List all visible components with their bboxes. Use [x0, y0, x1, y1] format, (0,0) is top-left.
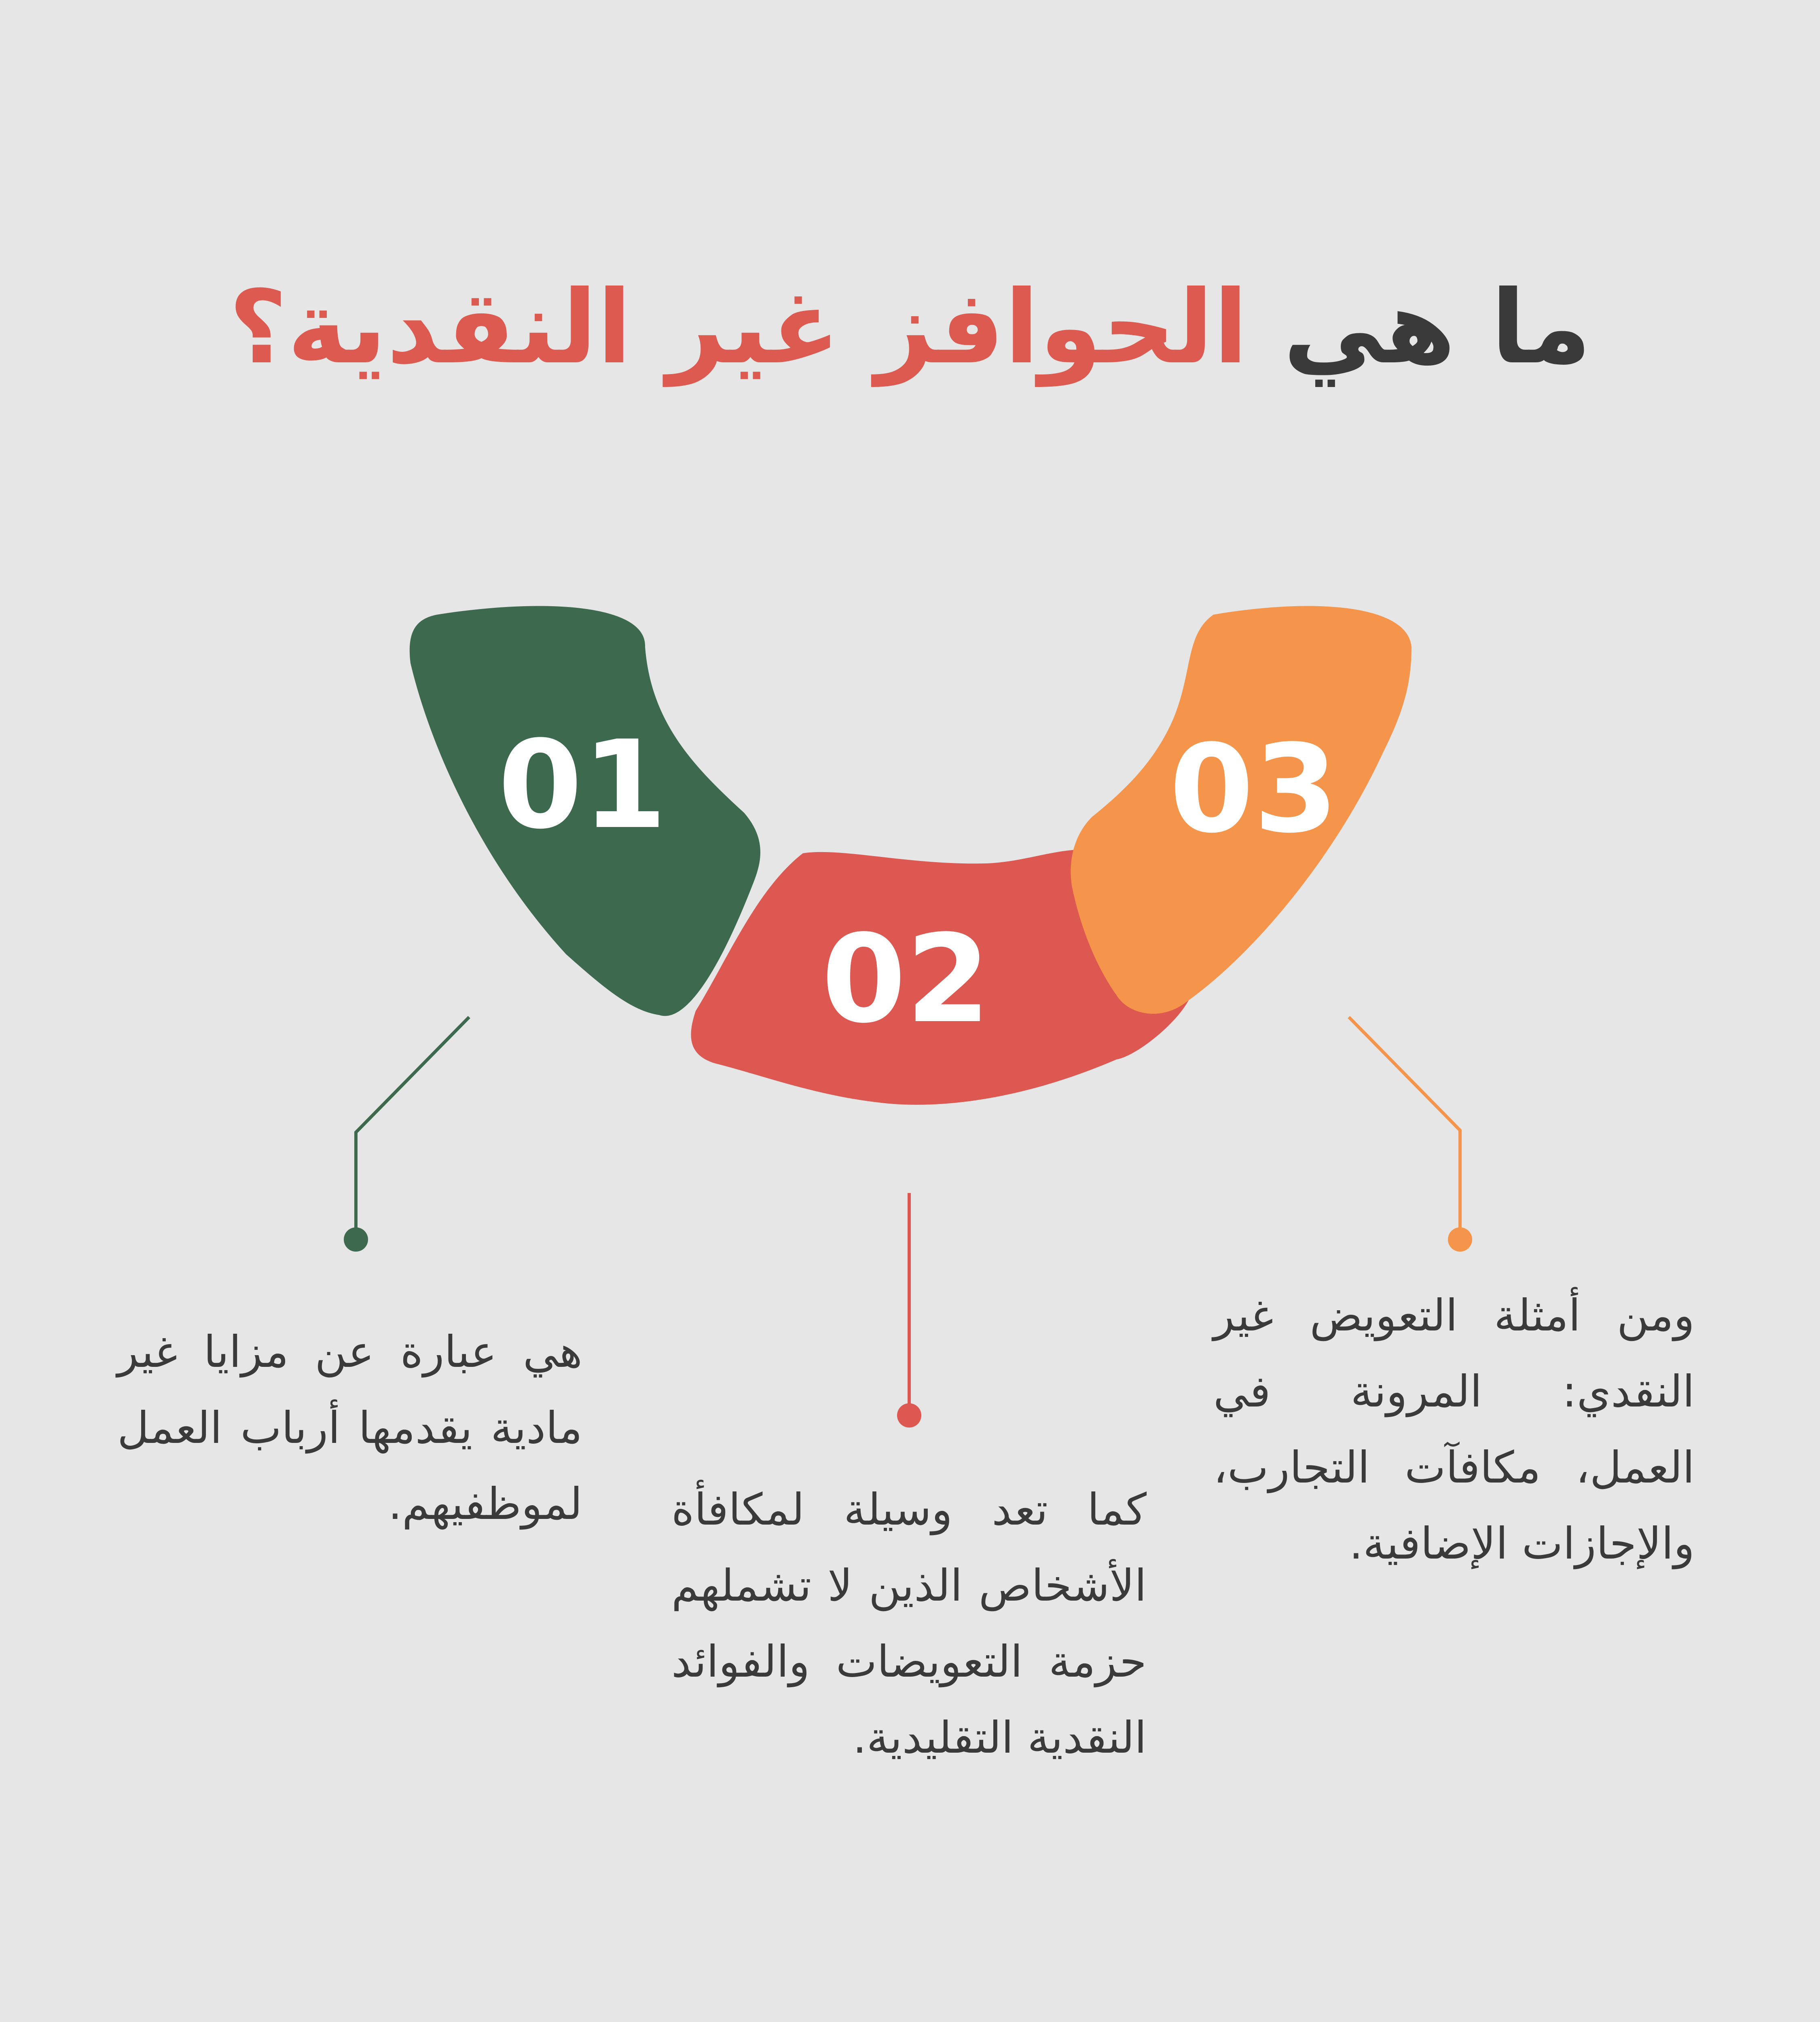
step-01-number: 01: [498, 715, 667, 856]
connector-02-dot: [897, 1403, 921, 1428]
step-02-text: كما تعد وسيلة لمكافأة الأشخاص الذين لا تشملهم حزمة التعويضات والفوائد النقدية التقليدية.: [671, 1485, 1147, 1763]
step-03-number: 03: [1169, 719, 1338, 860]
connector-03-dot: [1448, 1227, 1472, 1252]
connector-01: [356, 1017, 469, 1239]
step-03-text: ومن أمثلة التعويض غير النقدي: المرونة في العمل، مكافآت التجارب، والإجازات الإضافية.: [1213, 1290, 1695, 1569]
connector-01-dot: [344, 1227, 368, 1252]
step-01-text: هي عبارة عن مزايا غير مادية يقدمها أرباب العمل لموظفيهم.: [117, 1327, 582, 1529]
connector-03: [1349, 1017, 1460, 1239]
title-dark: ما هي: [1283, 269, 1591, 386]
title-accent: الحوافز غير النقدية؟: [229, 269, 1248, 386]
step-02-number: 02: [821, 909, 990, 1050]
